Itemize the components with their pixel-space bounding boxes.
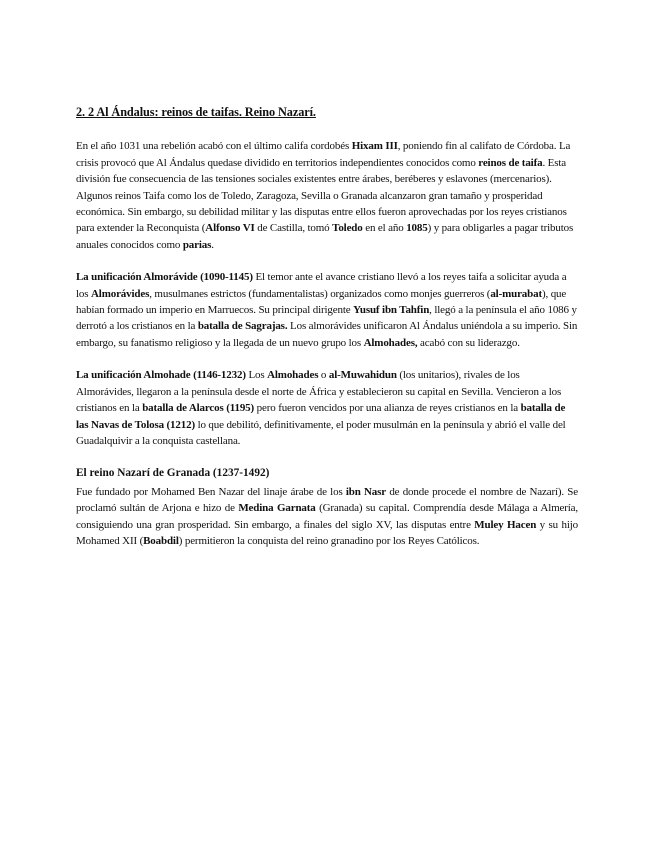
bold-term: Almohades <box>267 369 319 382</box>
text-run: de donde procede el nombre de Nazarí). Se proclamó sultán de Arjona e hizo de <box>76 485 579 515</box>
text-run: Los <box>245 369 268 382</box>
text-run: , llegó a la península el año 1086 y derrotó a los cristianos en la <box>76 304 577 333</box>
bold-term: Almorávides <box>91 287 150 300</box>
text-run: de Castilla, tomó <box>254 222 333 235</box>
text-run: ) y para obligarles a pagar tributos anuales conocidos como <box>76 222 574 251</box>
bold-term: Alfonso VI <box>205 222 255 235</box>
bold-term: La unificación Almohade (1146-1232) <box>76 369 246 382</box>
bold-term: Toledo <box>332 222 363 235</box>
text-run: . Esta división fue consecuencia de las tensiones sociales existentes entre árabes, beréberes y eslavones (mercenarios). Algunos reinos Taifa como los de Toledo, Zaragoza, Sevilla o Granada alcanzaron gran tamaño y prosperidad económica. Sin embargo, su debilidad militar y las disputas entre ellos fueron aprovechadas por los reyes cristianos para extender la Reconquista ( <box>76 156 567 235</box>
bold-term: 1085 <box>406 222 428 235</box>
paragraph-almohade <box>76 367 578 449</box>
paragraph-taifas <box>76 138 578 253</box>
text-run: (Granada) su capital. Comprendía desde Málaga a Almería, consiguiendo una gran prosperidad. Sin embargo, a finales del siglo XV, las disputas entre <box>76 502 578 531</box>
text-run: acabó con su liderazgo. <box>417 336 520 349</box>
text-run: y su hijo Mohamed XII ( <box>76 518 578 547</box>
section-heading: 2. 2 Al Ándalus: reinos de taifas. Reino Nazarí. <box>76 105 316 119</box>
document-body <box>76 104 578 549</box>
text-run: o <box>318 369 329 382</box>
bold-term: parias <box>182 238 212 251</box>
text-run: El temor ante el avance cristiano llevó a los reyes taifa a solicitar ayuda a los <box>76 271 567 300</box>
text-run: , poniendo fin al califato de Córdoba. La crisis provocó que Al Ándalus quedase dividido en territorios independientes conocidos como <box>76 140 571 169</box>
text-run: (los unitarios), rivales de los Almorávides, llegaron a la península desde el norte de África y establecieron su capital en Sevilla. Vencieron a los cristianos en la <box>76 369 562 415</box>
text-run: lo que debilitó, definitivamente, el poder musulmán en la península y abrió el valle del Guadalquivir a la conquista castellana. <box>76 418 566 447</box>
paragraph-almoravide <box>76 269 578 351</box>
bold-term: Boabdil <box>143 534 179 547</box>
text-run: pero fueron vencidos por una alianza de reyes cristianos en la <box>254 402 521 415</box>
bold-term: La unificación Almorávide (1090-1145) <box>76 271 253 284</box>
paragraph-nazari <box>76 484 578 550</box>
text-run: . <box>211 238 214 251</box>
bold-term: Medina Garnata <box>238 502 316 515</box>
text-run: Fue fundado por Mohamed Ben Nazar del linaje árabe de los <box>76 485 346 498</box>
text-run: ) permitieron la conquista del reino granadino por los Reyes Católicos. <box>178 534 480 547</box>
bold-term: Hixam III <box>351 140 398 153</box>
bold-term: batalla de Alarcos (1195) <box>142 402 255 415</box>
bold-term: al-Muwahidun <box>328 369 397 382</box>
subheading-nazari: El reino Nazarí de Granada (1237-1492) <box>76 467 270 480</box>
bold-term: batalla de Sagrajas. <box>197 320 288 333</box>
bold-term: batalla de las Navas de Tolosa (1212) <box>76 402 566 431</box>
text-run: en el año <box>362 222 407 235</box>
text-run: ), que habían formado un imperio en Marruecos. Su principal dirigente <box>76 287 567 317</box>
text-run: Los almorávides unificaron Al Ándalus uniéndola a su imperio. Sin embargo, su fanatismo religioso y la llegada de un nuevo grupo los <box>76 320 578 349</box>
bold-term: Almohades, <box>363 336 418 349</box>
text-run: , musulmanes estrictos (fundamentalistas) organizados como monjes guerreros ( <box>149 287 491 300</box>
bold-term: reinos de taifa <box>478 156 543 169</box>
text-run: En el año 1031 una rebelión acabó con el último califa cordobés <box>76 140 352 153</box>
bold-term: Muley Hacen <box>474 518 537 531</box>
bold-term: Yusuf ibn Tahfin <box>353 304 430 317</box>
bold-term: ibn Nasr <box>345 485 387 498</box>
bold-term: al-murabat <box>490 287 542 300</box>
